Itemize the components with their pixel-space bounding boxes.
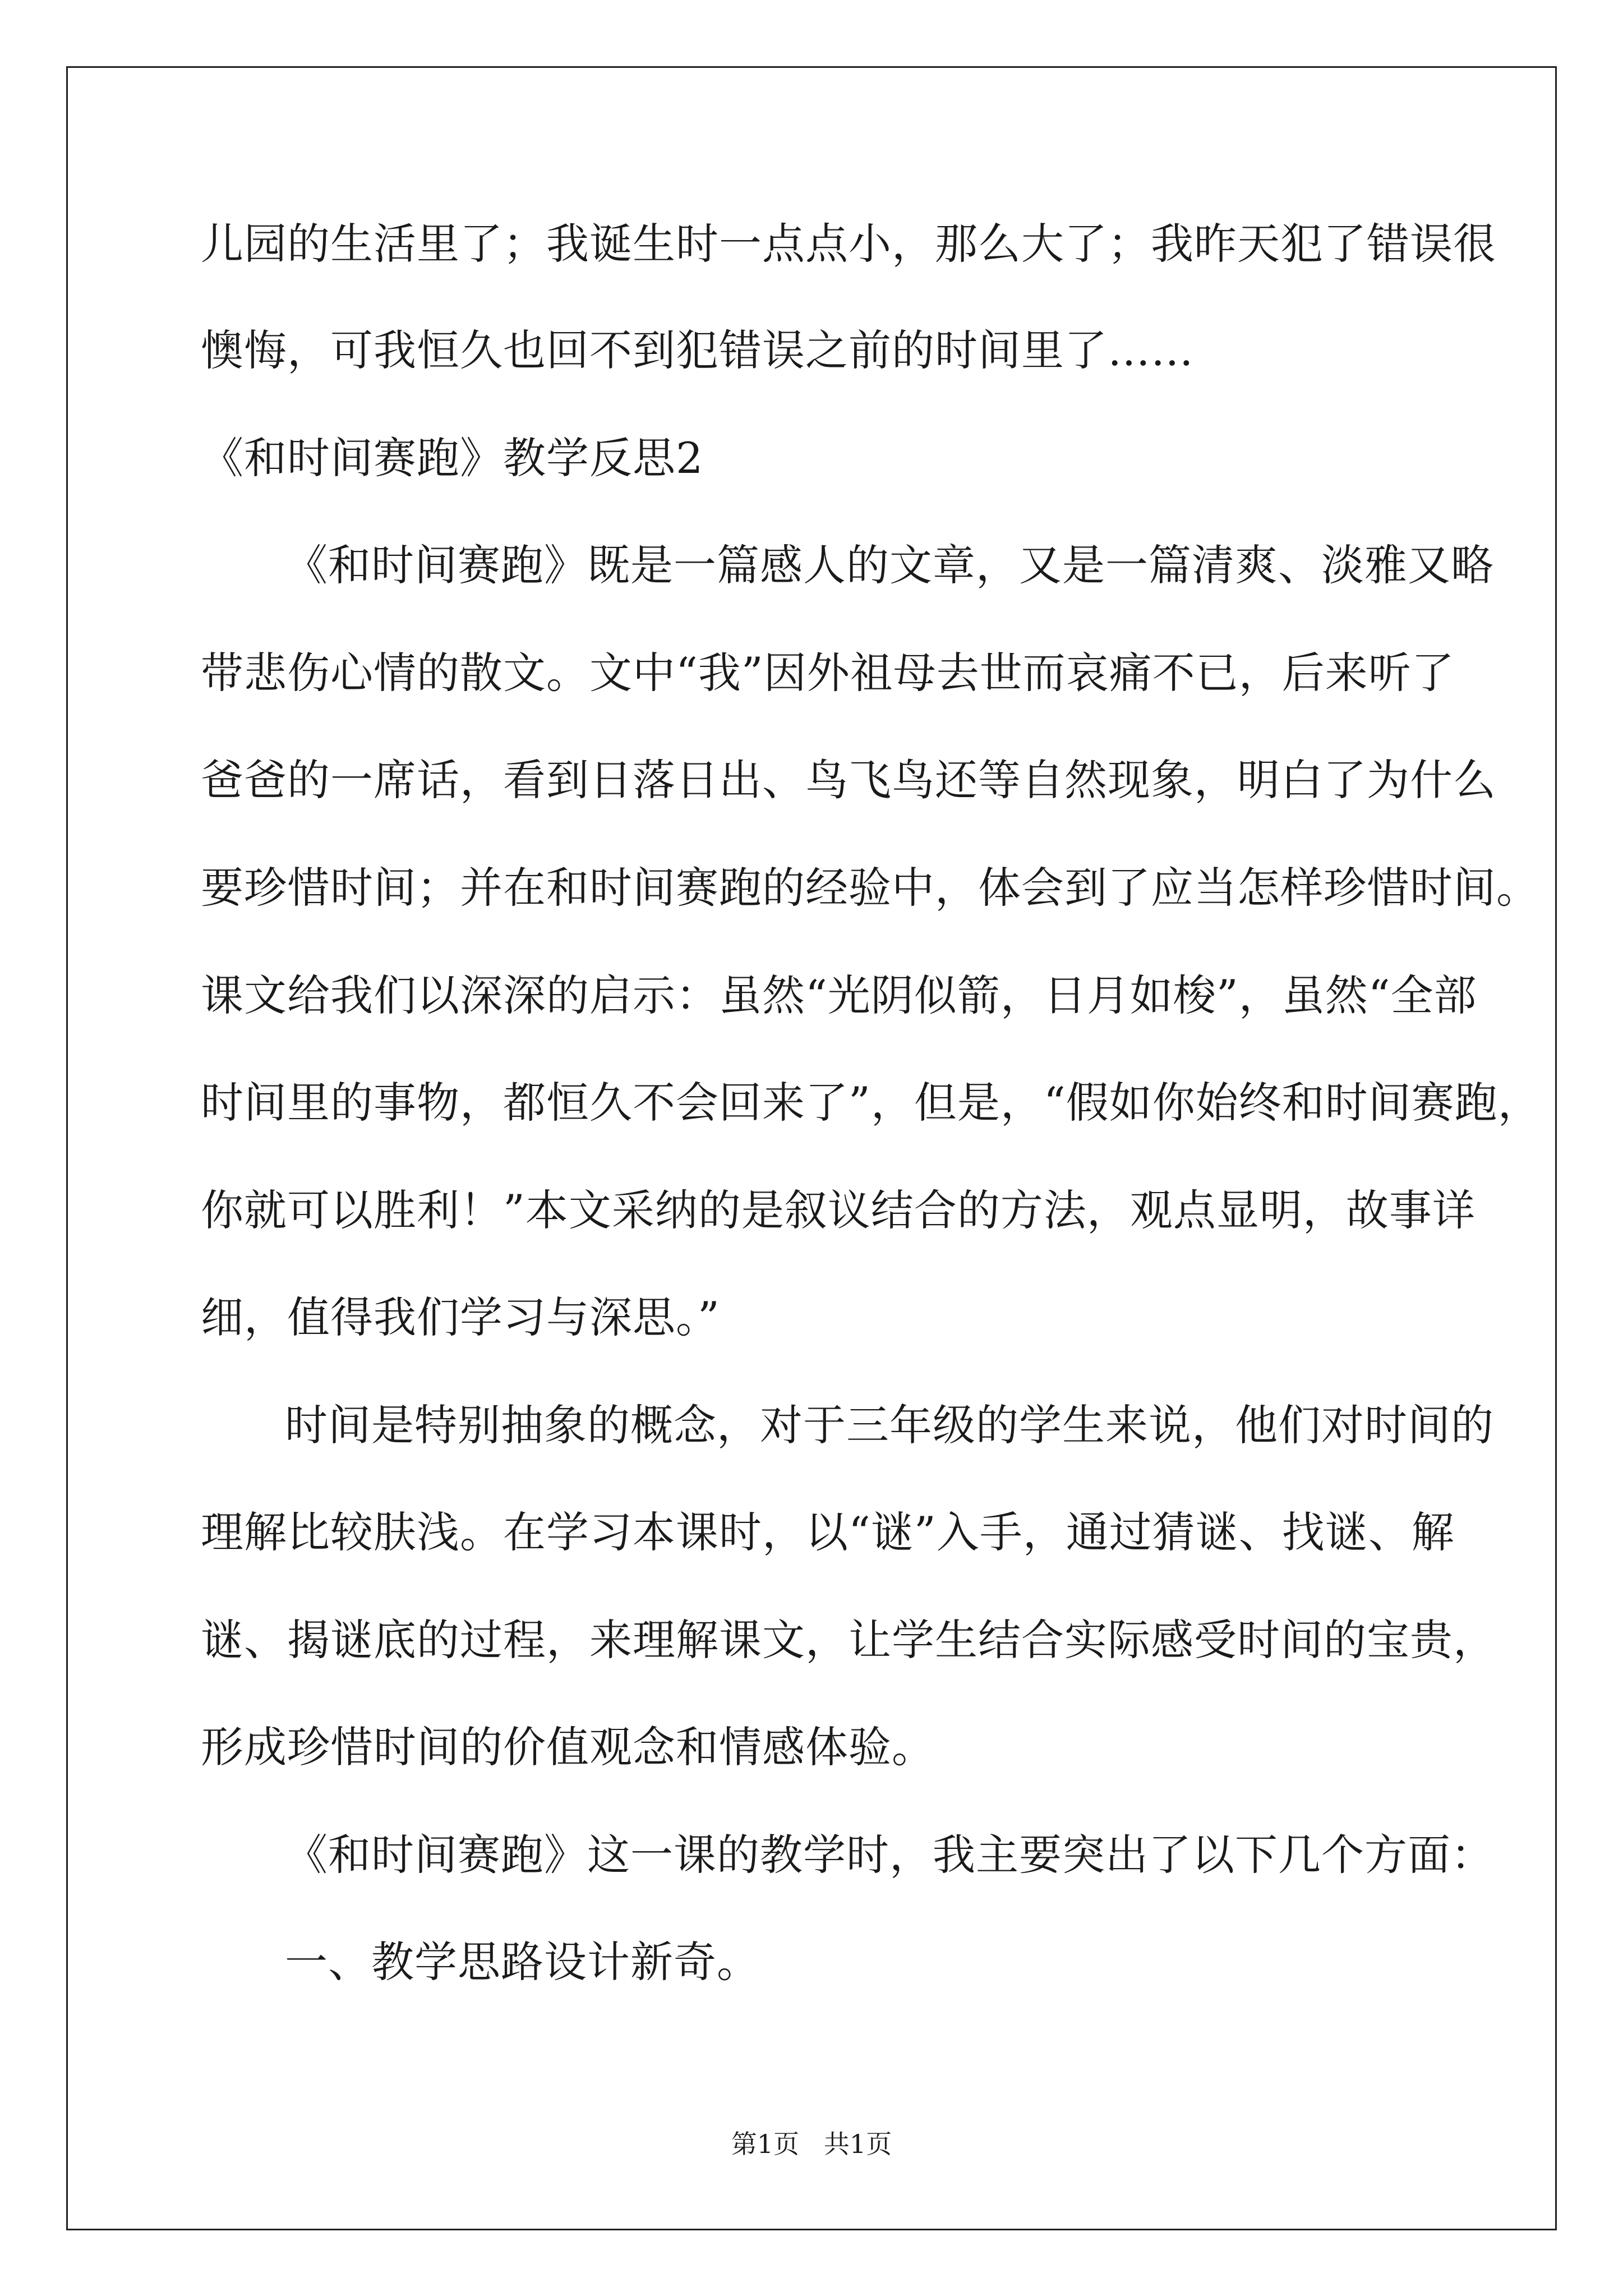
text-line: 形成珍惜时间的价值观念和情感体验。 <box>201 1722 935 1772</box>
text-line: 你就可以胜利！”本文采纳的是叙议结合的方法，观点显明，故事详 <box>201 1185 1476 1235</box>
text-line: 带悲伤心情的散文。文中“我”因外祖母去世而哀痛不已，后来听了 <box>201 648 1455 698</box>
text-line: 儿园的生活里了；我诞生时一点点小，那么大了；我昨天犯了错误很 <box>201 219 1496 269</box>
text-line: 爸爸的一席话，看到日落日出、鸟飞鸟还等自然现象，明白了为什么 <box>201 755 1496 805</box>
text-line: 谜、揭谜底的过程，来理解课文，让学生结合实际感受时间的宝贵， <box>201 1615 1496 1665</box>
text-line: 时间里的事物，都恒久不会回来了”，但是，“假如你始终和时间赛跑， <box>201 1078 1541 1128</box>
text-line: 课文给我们以深深的启示：虽然“光阴似箭，日月如梭”，虽然“全部 <box>201 970 1477 1020</box>
text-line: 细，值得我们学习与深思。” <box>201 1292 720 1342</box>
text-line: 理解比较肤浅。在学习本课时，以“谜”入手，通过猜谜、找谜、解 <box>201 1507 1455 1557</box>
paragraph-start: 时间是特别抽象的概念，对于三年级的学生来说，他们对时间的 <box>285 1400 1494 1450</box>
paragraph-start: 《和时间赛跑》这一课的教学时，我主要突出了以下几个方面： <box>285 1830 1494 1880</box>
paragraph-start: 一、教学思路设计新奇。 <box>285 1937 760 1987</box>
section-heading: 《和时间赛跑》教学反思2 <box>201 433 704 483</box>
text-line: 要珍惜时间；并在和时间赛跑的经验中，体会到了应当怎样珍惜时间。 <box>201 863 1539 913</box>
page-footer: 第1页 共1页 <box>731 2129 892 2159</box>
page-border <box>66 66 1557 2230</box>
text-line: 懊悔，可我恒久也回不到犯错误之前的时间里了…… <box>201 325 1194 375</box>
paragraph-start: 《和时间赛跑》既是一篇感人的文章，又是一篇清爽、淡雅又略 <box>285 540 1494 590</box>
